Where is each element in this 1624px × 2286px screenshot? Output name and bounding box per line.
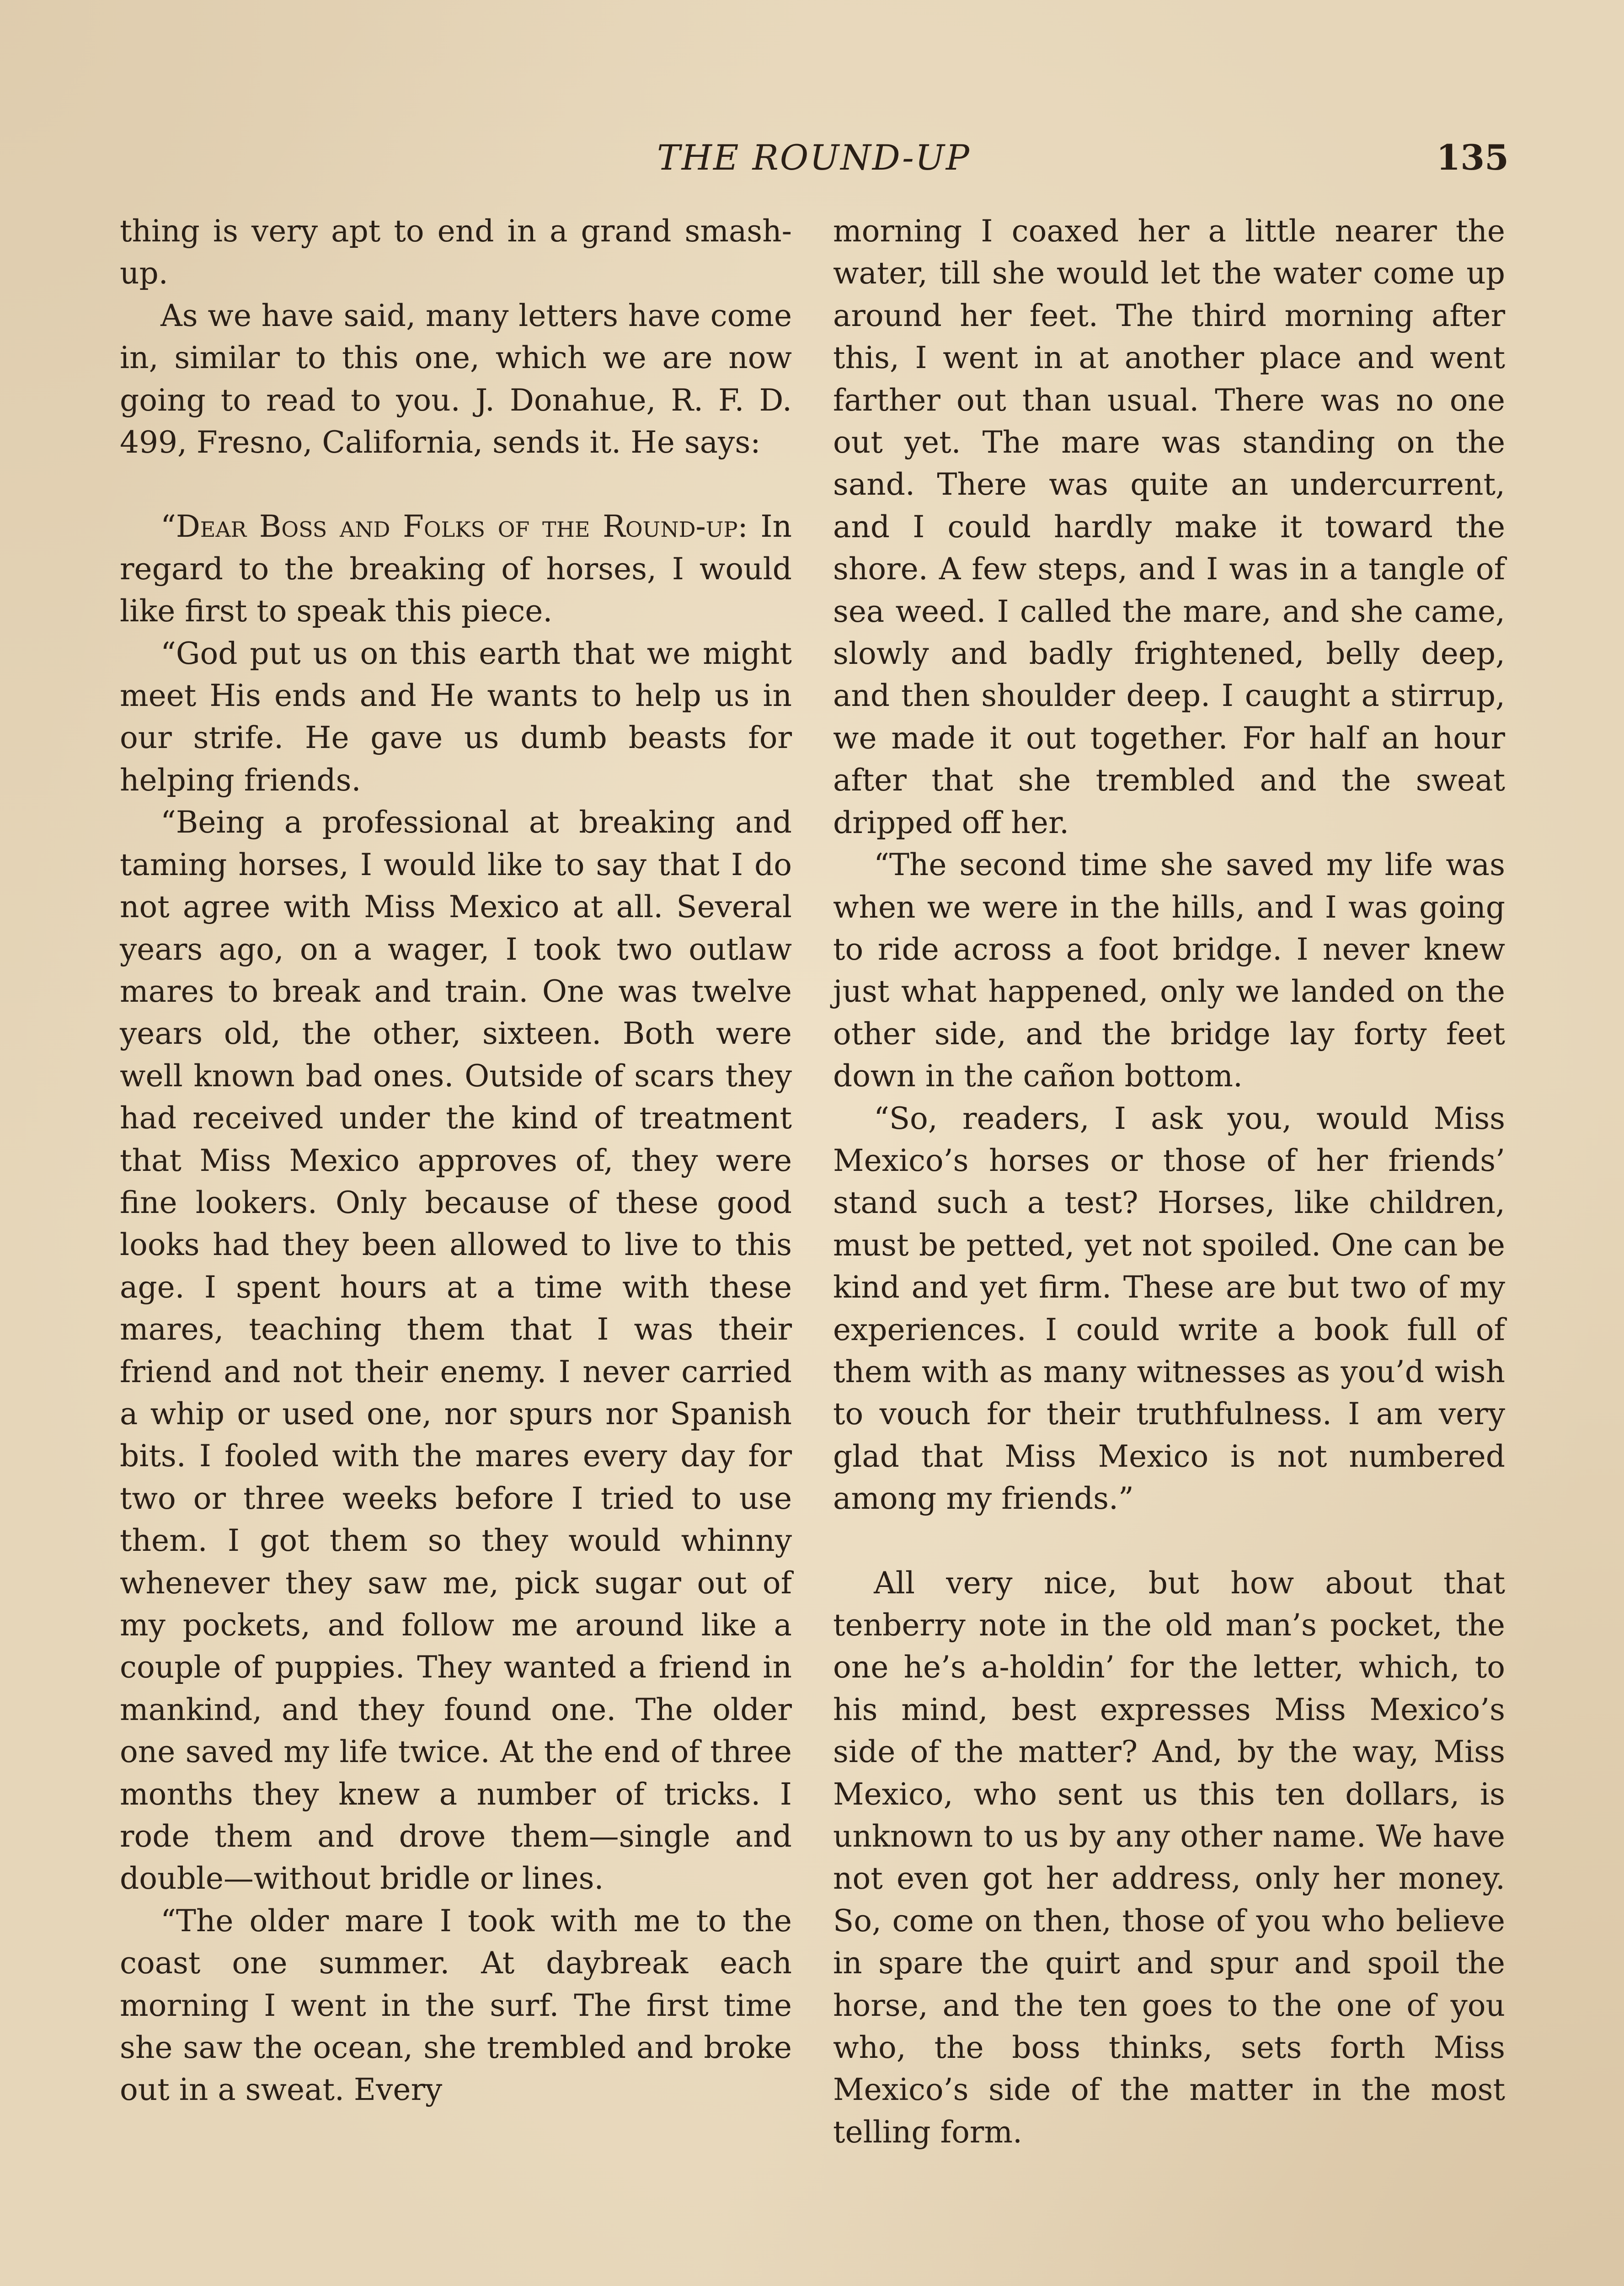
- paragraph-continuation: thing is very apt to end in a grand smash-up.: [120, 214, 792, 291]
- running-title: THE ROUND-UP: [657, 137, 971, 178]
- left-column: [120, 210, 792, 2111]
- letter-salutation: “Dear Boss and Folks of the Round-up: [160, 509, 738, 545]
- letter-salutation-paragraph: [120, 506, 792, 632]
- page-number: 135: [1436, 137, 1509, 178]
- right-column: [833, 210, 1505, 2153]
- paragraph-intro: As we have said, many letters have come in, similar to this one, which we are now going to read to you. J. Donahue, R. F. D. 499, Fresno, California, sends it. He says:: [120, 298, 792, 460]
- letter-salutation-rest: : In regard to the breaking of horses, I would like first to speak this piece.: [120, 509, 792, 629]
- paragraph-god: “God put us on this earth that we might meet His ends and He wants to help us in our strife. He gave us dumb beasts for helping friends.: [120, 636, 792, 798]
- paragraph-readers: “So, readers, I ask you, would Miss Mexico’s horses or those of her friends’ stand such a test? Horses, like children, must be petted, yet not spoiled. One can be kind and yet firm. These are but two of my experiences. I could write a book full of them with as many witnesses as you’d wish to vouch for their truthfulness. I am very glad that Miss Mexico is not numbered among my friends.”: [833, 1100, 1505, 1517]
- page-header: [119, 133, 1509, 183]
- paragraph-breaking-horses: “Being a professional at breaking and taming horses, I would like to say that I do not agree with Miss Mexico at all. Several years ago, on a wager, I took two outlaw mares to break and train. One was twelve years old, the other, sixteen. Both were well known bad ones. Outside of scars they had received under the kind of treatment that Miss Mexico approves of, they were fine lookers. Only because of these good looks had they been allowed to live to this age. I spent hours at a time with these mares, teaching them that I was their friend and not their enemy. I never carried a whip or used one, nor spurs nor Spanish bits. I fooled with the mares every day for two or three weeks before I tried to use them. I got them so they would whinny whenever they saw me, pick sugar out of my pockets, and follow me around like a couple of puppies. They wanted a friend in mankind, and they found one. The older one saved my life twice. At the end of three months they knew a number of tricks. I rode them and drove them—single and double—without bridle or lines.: [120, 805, 792, 1896]
- paragraph-older-mare: “The older mare I took with me to the coast one summer. At daybreak each morning I went in the surf. The first time she saw the ocean, she trembled and broke out in a sweat. Every: [120, 1903, 792, 2108]
- paragraph-surf-continuation: morning I coaxed her a little nearer the water, till she would let the water come up around her feet. The third morning after this, I went in at another place and went farther out than usual. There was no one out yet. The mare was standing on the sand. There was quite an undercurrent, and I could hardly make it toward the shore. A few steps, and I was in a tangle of sea weed. I called the mare, and she came, slowly and badly frightened, belly deep, and then shoulder deep. I caught a stirrup, we made it out together. For half an hour after that she trembled and the sweat dripped off her.: [833, 214, 1505, 840]
- paragraph-second-time: “The second time she saved my life was when we were in the hills, and I was going to ride across a foot bridge. I never knew just what happened, only we landed on the other side, and the bridge lay forty feet down in the cañon bottom.: [833, 847, 1505, 1094]
- paragraph-editor-response: All very nice, but how about that tenberry note in the old man’s pocket, the one he’s a-holdin’ for the letter, which, to his mind, best expresses Miss Mexico’s side of the matter? And, by the way, Miss Mexico, who sent us this ten dollars, is unknown to us by any other name. We have not even got her address, only her money. So, come on then, those of you who believe in spare the quirt and spur and spoil the horse, and the ten goes to the one of you who, the boss thinks, sets forth Miss Mexico’s side of the matter in the most telling form.: [833, 1565, 1505, 2150]
